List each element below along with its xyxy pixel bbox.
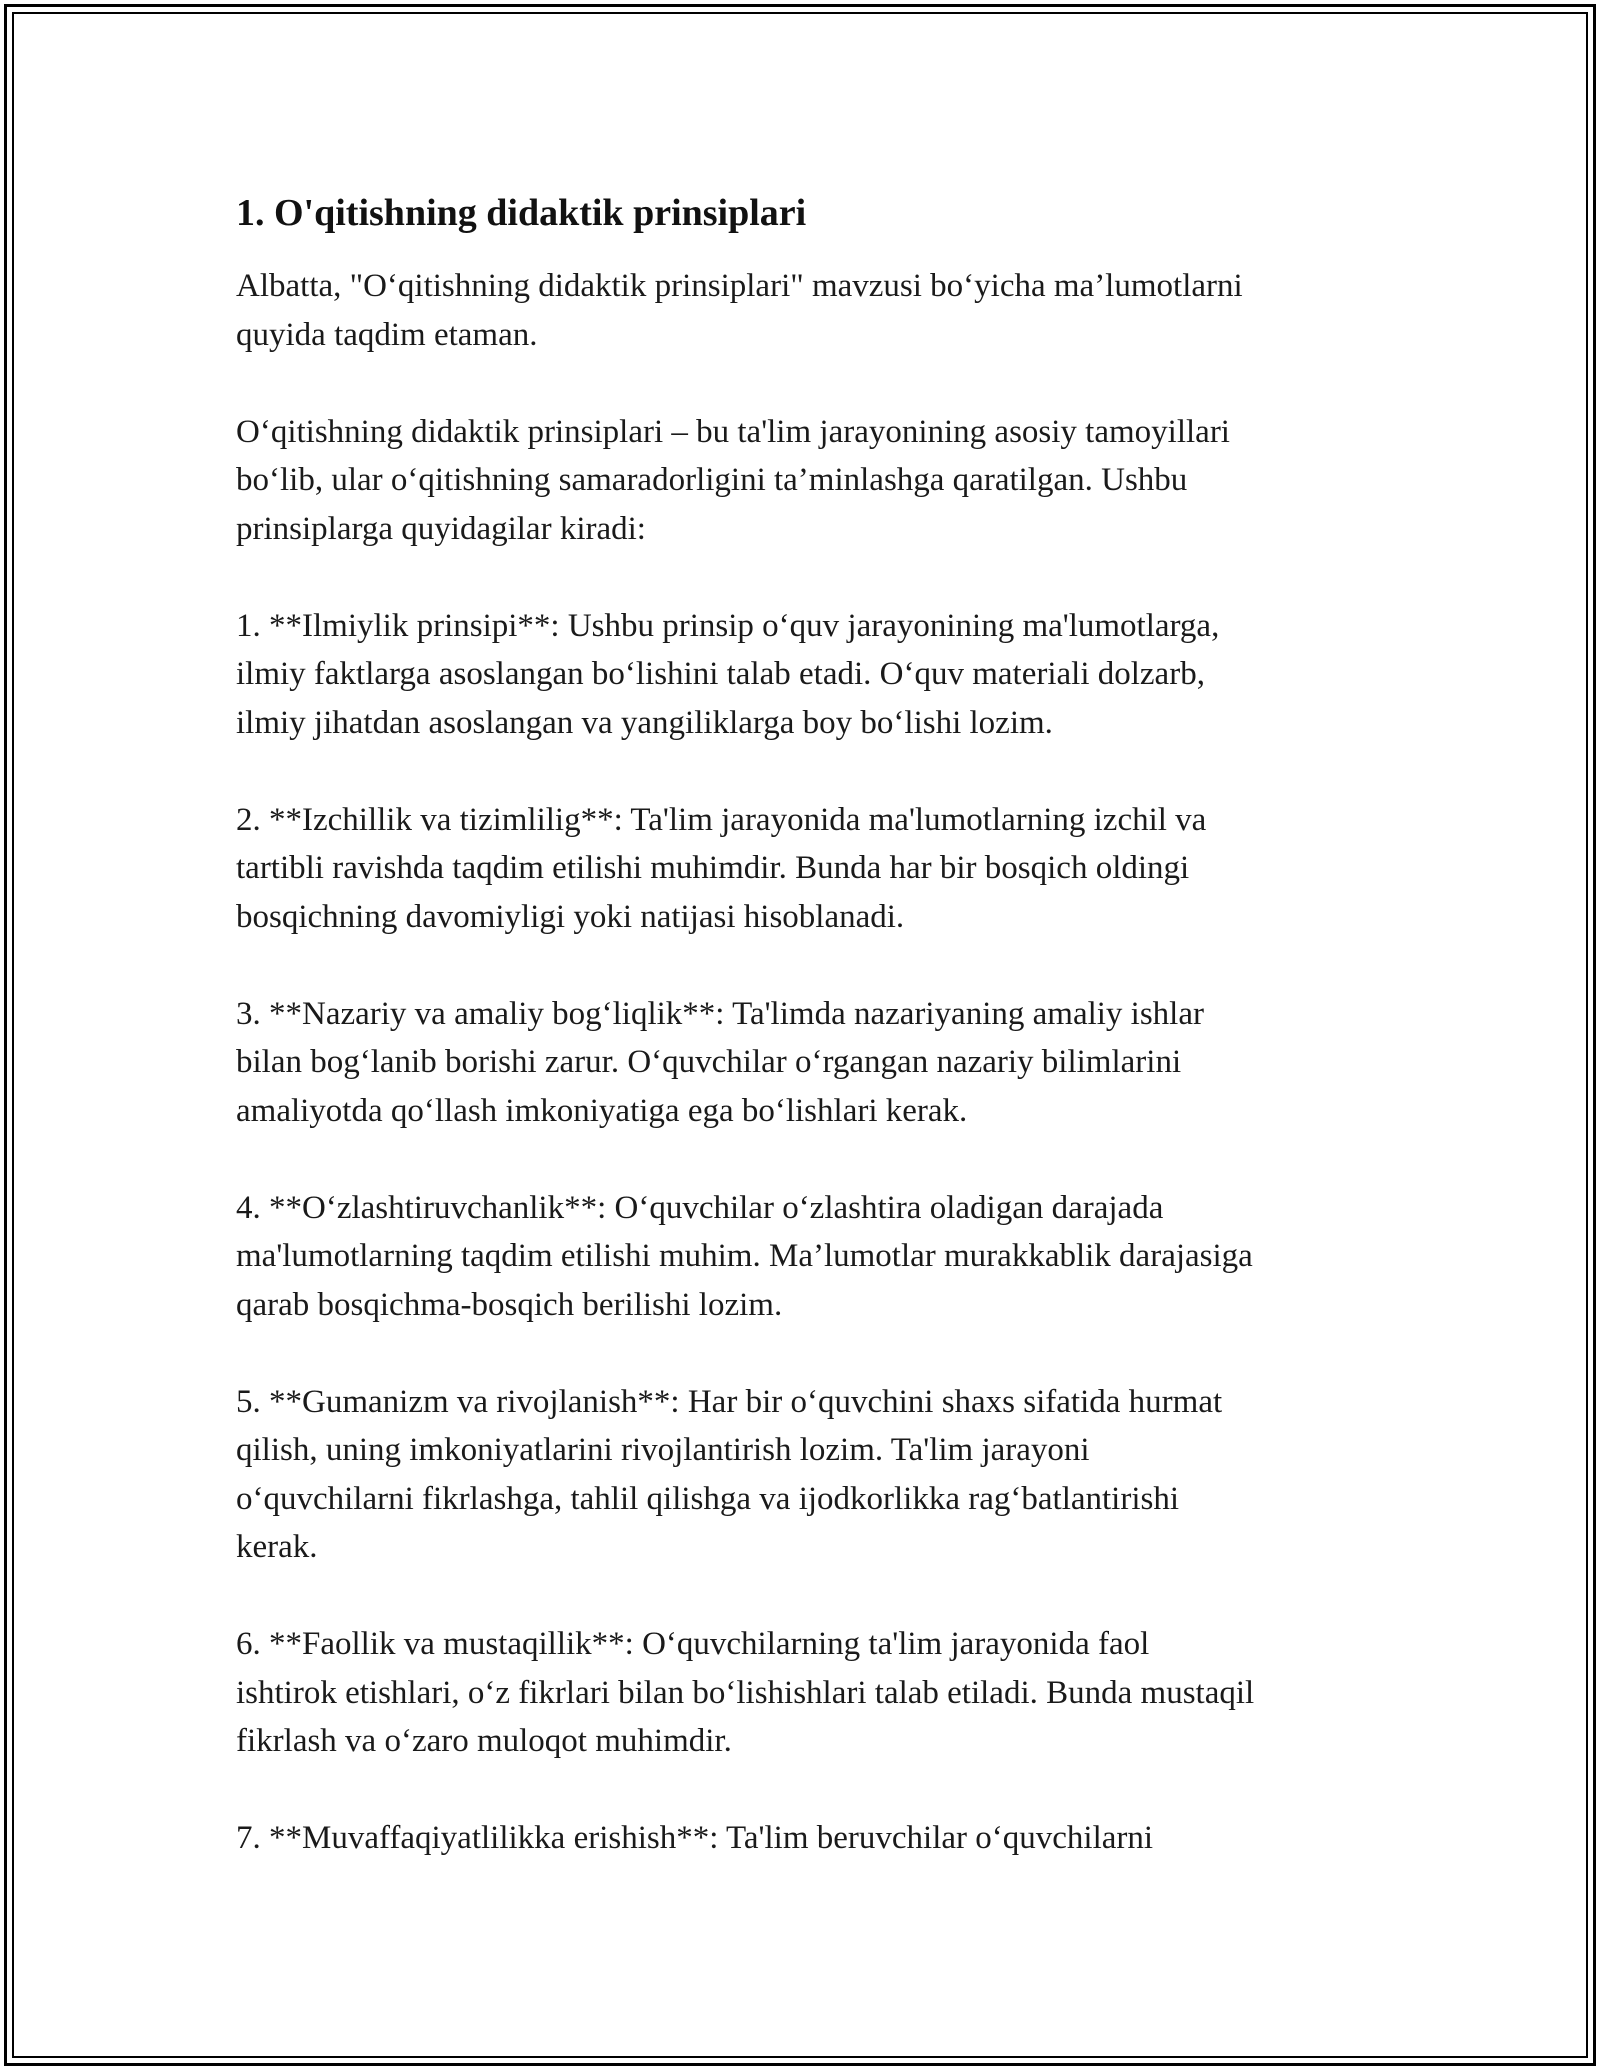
text-line: bosqichning davomiyligi yoki natijasi hisoblanadi.: [236, 898, 905, 935]
paragraph-definition: [236, 408, 1406, 554]
principle-3: [236, 990, 1406, 1136]
text-line: 2. **Izchillik va tizimlilig**: Ta'lim jarayonida ma'lumotlarning izchil va: [236, 801, 1207, 838]
principle-2: [236, 796, 1406, 942]
text-line: qarab bosqichma-bosqich berilishi lozim.: [236, 1286, 783, 1323]
text-line: amaliyotda qo‘llash imkoniyatiga ega bo‘lishlari kerak.: [236, 1092, 968, 1129]
principle-6: [236, 1620, 1406, 1766]
text-line: O‘qitishning didaktik prinsiplari – bu ta'lim jarayonining asosiy tamoyillari: [236, 413, 1230, 450]
text-line: 3. **Nazariy va amaliy bog‘liqlik**: Ta'limda nazariyaning amaliy ishlar: [236, 995, 1204, 1032]
text-line: fikrlash va o‘zaro muloqot muhimdir.: [236, 1723, 732, 1759]
document-title: 1. O'qitishning didaktik prinsiplari: [236, 192, 807, 234]
text-line: 5. **Gumanizm va rivojlanish**: Har bir o‘quvchini shaxs sifatida hurmat: [236, 1383, 1223, 1420]
text-line: 6. **Faollik va mustaqillik**: O‘quvchilarning ta'lim jarayonida faol: [236, 1626, 1150, 1662]
text-line: 7. **Muvaffaqiyatlilikka erishish**: Ta'lim beruvchilar o‘quvchilarni: [236, 1820, 1154, 1856]
text-line: o‘quvchilarni fikrlashga, tahlil qilishga va ijodkorlikka rag‘batlantirishi: [236, 1480, 1180, 1517]
text-line: 1. **Ilmiylik prinsipi**: Ushbu prinsip o‘quv jarayonining ma'lumotlarga,: [236, 607, 1220, 644]
text-line: ma'lumotlarning taqdim etilishi muhim. Ma’lumotlar murakkablik darajasiga: [236, 1238, 1253, 1274]
paragraph-intro: [236, 262, 1406, 359]
text-line: ishtirok etishlari, o‘z fikrlari bilan bo‘lishishlari talab etiladi. Bunda mustaqil: [236, 1674, 1255, 1711]
document-body: [236, 188, 1406, 1911]
text-line: qilish, uning imkoniyatlarini rivojlantirish lozim. Ta'lim jarayoni: [236, 1432, 1090, 1468]
text-line: Albatta, "O‘qitishning didaktik prinsiplari" mavzusi bo‘yicha ma’lumotlarni: [236, 268, 1243, 304]
principle-1: [236, 602, 1406, 748]
text-line: tartibli ravishda taqdim etilishi muhimdir. Bunda har bir bosqich oldingi: [236, 850, 1190, 886]
text-line: 4. **O‘zlashtiruvchanlik**: O‘quvchilar o‘zlashtira oladigan darajada: [236, 1189, 1164, 1226]
text-line: bo‘lib, ular o‘qitishning samaradorligini ta’minlashga qaratilgan. Ushbu: [236, 462, 1188, 498]
text-line: quyida taqdim etaman.: [236, 316, 538, 353]
principle-5: [236, 1378, 1406, 1572]
text-line: ilmiy faktlarga asoslangan bo‘lishini talab etadi. O‘quv materiali dolzarb,: [236, 656, 1205, 692]
principle-7: [236, 1814, 1406, 1863]
text-line: kerak.: [236, 1529, 318, 1565]
text-line: bilan bog‘lanib borishi zarur. O‘quvchilar o‘rgangan nazariy bilimlarini: [236, 1044, 1182, 1080]
text-line: ilmiy jihatdan asoslangan va yangiliklarga boy bo‘lishi lozim.: [236, 704, 1053, 741]
text-line: prinsiplarga quyidagilar kiradi:: [236, 510, 646, 547]
principle-4: [236, 1184, 1406, 1330]
